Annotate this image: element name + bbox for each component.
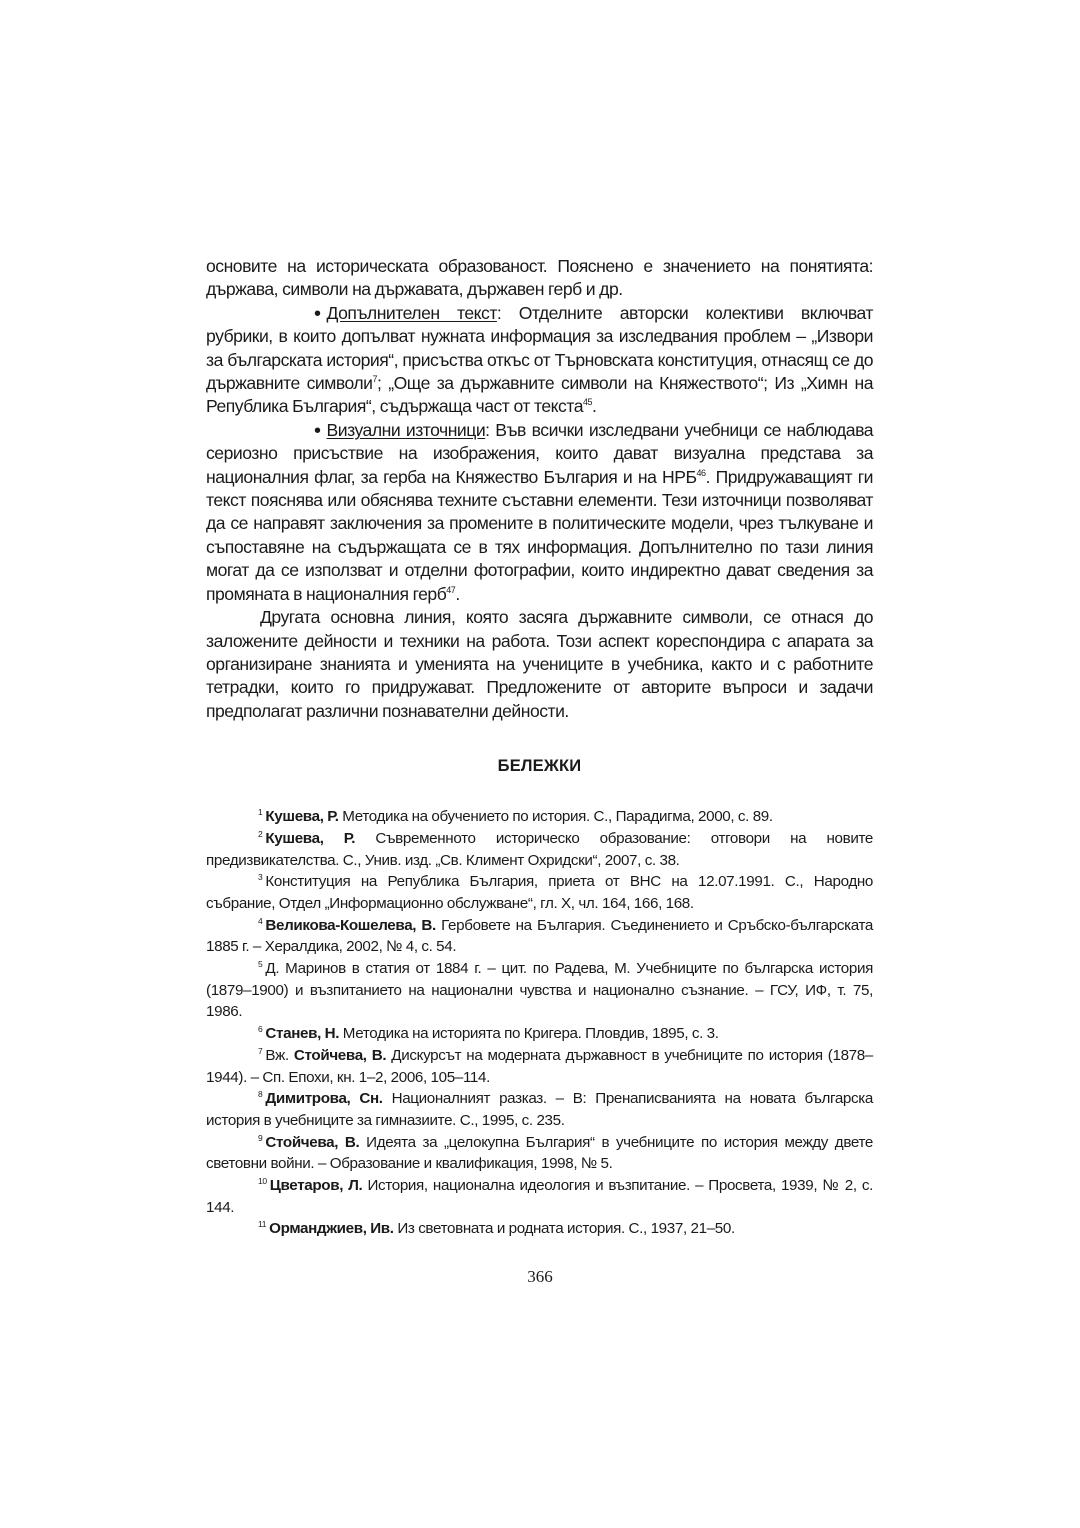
note-number: 4 xyxy=(258,915,263,926)
note-text: Гербовете на България. Съединението и Сръбско-българската 1885 г. – Хералдика, 2002, № 4, с. 54. xyxy=(206,916,873,956)
note-text: Конституция на Република България, приета от ВНС на 12.07.1991. С., Народно събрание, Отдел „Информационно обслужване“, гл. X, чл. 164, 166, 168. xyxy=(206,873,873,912)
paragraph-text: : Отделните авторски колективи включват рубрики, в които допълват нужната информация за изследвания проблем – „Извори за българската история“, присъства откъс от Търновската конституция, отнасящ се до държавните символи xyxy=(206,302,873,394)
note-number: 9 xyxy=(258,1132,263,1143)
note-item xyxy=(206,915,873,958)
note-item xyxy=(206,1088,873,1131)
note-prefix: Вж. xyxy=(265,1046,294,1064)
note-text: Дискурсът на модерната държавност в учебниците по история (1878–1944). – Сп. Епохи, кн. 1–2, 2006, 105–114. xyxy=(206,1046,873,1086)
paragraph-visual-sources: • Визуални източници: Във всички изследвани учебници се наблюдава сериозно присъствие на изображения, които дават визуална представа за националния флаг, за герба на Княжество България и на НРБ$^{46}$. Придружаващият ги текст пояснява или обяснява техните съставни елементи. Тези източници позволяват да се направят заключения за промените в политическите модели, чрез тълкуване и съпоставяне на съдържащата се в тях информация. Допълнително по тази линия могат да се използват и отделни фотографии, които индиректно дават сведения за промяната в националния герб$^{47}$. xyxy=(206,419,874,604)
note-text: Из световната и родната история. С., 1937, 21–50. xyxy=(393,1220,735,1238)
note-number: 6 xyxy=(258,1024,263,1035)
note-item xyxy=(206,806,873,828)
note-author: Орманджиев, Ив. xyxy=(269,1220,394,1238)
paragraph-activities xyxy=(206,606,873,723)
note-author: Димитрова, Сн. xyxy=(265,1090,383,1108)
note-author: Великова-Кошелева, В. xyxy=(265,916,436,934)
notes-heading: БЕЛЕЖКИ xyxy=(497,757,582,776)
note-text: Методика на историята по Кригера. Пловдив, 1895, с. 3. xyxy=(339,1025,719,1043)
note-number: 2 xyxy=(258,828,263,839)
note-item xyxy=(206,1023,873,1045)
note-author: Стойчева, В. xyxy=(265,1133,360,1151)
note-number: 3 xyxy=(258,872,263,883)
footnote-ref: 47 xyxy=(446,584,456,595)
paragraph-text: Другата основна линия, която засяга държавните символи, се отнася до заложените дейности и техники на работа. Този аспект кореспондира с апарата за организиране знанията и уменията на учениците в учебника, както и с работните тетрадки, които го придружават. Предложените от авторите въпроси и задачи предполагат различни познавателни дейности. xyxy=(206,607,873,721)
note-text: Методика на обучението по история. С., Парадигма, 2000, с. 89. xyxy=(338,808,773,826)
paragraph-text: : Във всички изследвани учебници се наблюдава сериозно присъствие на изображения, които дават визуална представа за националния флаг, за герба на Княжество България и на НРБ xyxy=(206,419,874,487)
footnote-ref: 46 xyxy=(696,467,706,478)
note-text: Д. Маринов в статия от 1884 г. – цит. по Радева, М. Учебниците по българска история (1879–1900) и възпитанието на национални чувства и национално съзнание. – ГСУ, ИФ, т. 75, 1986. xyxy=(206,960,873,1021)
paragraph-text: . xyxy=(455,583,460,604)
note-number: 8 xyxy=(258,1089,263,1100)
note-item xyxy=(206,1132,873,1175)
note-number: 5 xyxy=(258,959,263,970)
note-item xyxy=(206,871,873,914)
note-text: Националният разказ. – В: Пренаписванията на новата българска история в учебниците за гимназиите. С., 1995, с. 235. xyxy=(206,1090,873,1129)
note-text: Съвременното историческо образование: отговори на новите предизвикателства. С., Унив. изд. „Св. Климент Охридски“, 2007, с. 38. xyxy=(206,829,873,869)
paragraph-text: . Придружаващият ги текст пояснява или обяснява техните съставни елементи. Тези източници позволяват да се направят заключения за промените в политическите модели, чрез тълкуване и съпоставяне на съдържащата се в тях информация. Допълнително по тази линия могат да се използват и отделни фотографии, които индиректно дават сведения за промяната в националния герб xyxy=(206,466,873,604)
note-author: Стойчева, В. xyxy=(293,1046,387,1064)
note-number: 1 xyxy=(258,807,263,818)
note-number: 10 xyxy=(258,1176,267,1187)
page-number: 366 xyxy=(527,1267,553,1286)
note-item xyxy=(206,1218,873,1240)
note-text: История, национална идеология и възпитание. – Просвета, 1939, № 2, с. 144. xyxy=(206,1177,873,1216)
note-item xyxy=(206,828,873,871)
note-author: Цветаров, Л. xyxy=(269,1177,363,1195)
note-text: Идеята за „целокупна България“ в учебниците по история между двете световни войни. – Образование и квалификация, 1998, № 5. xyxy=(206,1133,873,1173)
footnote-ref: 7 xyxy=(372,374,377,385)
note-number: 7 xyxy=(258,1045,263,1056)
paragraph-supplementary-text: • Допълнителен текст: Отделните авторски колективи включват рубрики, в които допълват нужната информация за изследвания проблем – „Извори за българската история“, присъства откъс от Търновската конституция, отнасящ се до държавните символи$^7$; „Още за държавните символи на Княжеството“; Из „Химн на Република България“, съдържаща част от текста$^{45}$. xyxy=(206,302,873,417)
note-author: Кушева, Р. xyxy=(265,808,339,826)
paragraph-lead: Допълнителен текст xyxy=(326,302,497,323)
page-content xyxy=(206,255,873,1240)
paragraph-continuation xyxy=(206,255,873,302)
paragraph-text: . xyxy=(592,396,597,417)
paragraph-lead: Визуални източници xyxy=(326,419,486,440)
note-item xyxy=(206,958,873,1023)
footnote-ref: 45 xyxy=(582,397,592,408)
notes-list xyxy=(206,806,873,1240)
note-number: 11 xyxy=(258,1219,267,1230)
note-item xyxy=(206,1045,873,1088)
note-item xyxy=(206,1175,873,1218)
paragraph-text: основите на историческата образованост. Пояснено е значението на понятията: държава, символи на държавата, държавен герб и др. xyxy=(206,256,873,300)
note-author: Кушева, Р. xyxy=(265,829,356,847)
paragraph-text: ; „Още за държавните символи на Княжеството“; Из „Химн на Република България“, съдържаща част от текста xyxy=(206,373,873,417)
note-author: Станев, Н. xyxy=(265,1025,340,1043)
